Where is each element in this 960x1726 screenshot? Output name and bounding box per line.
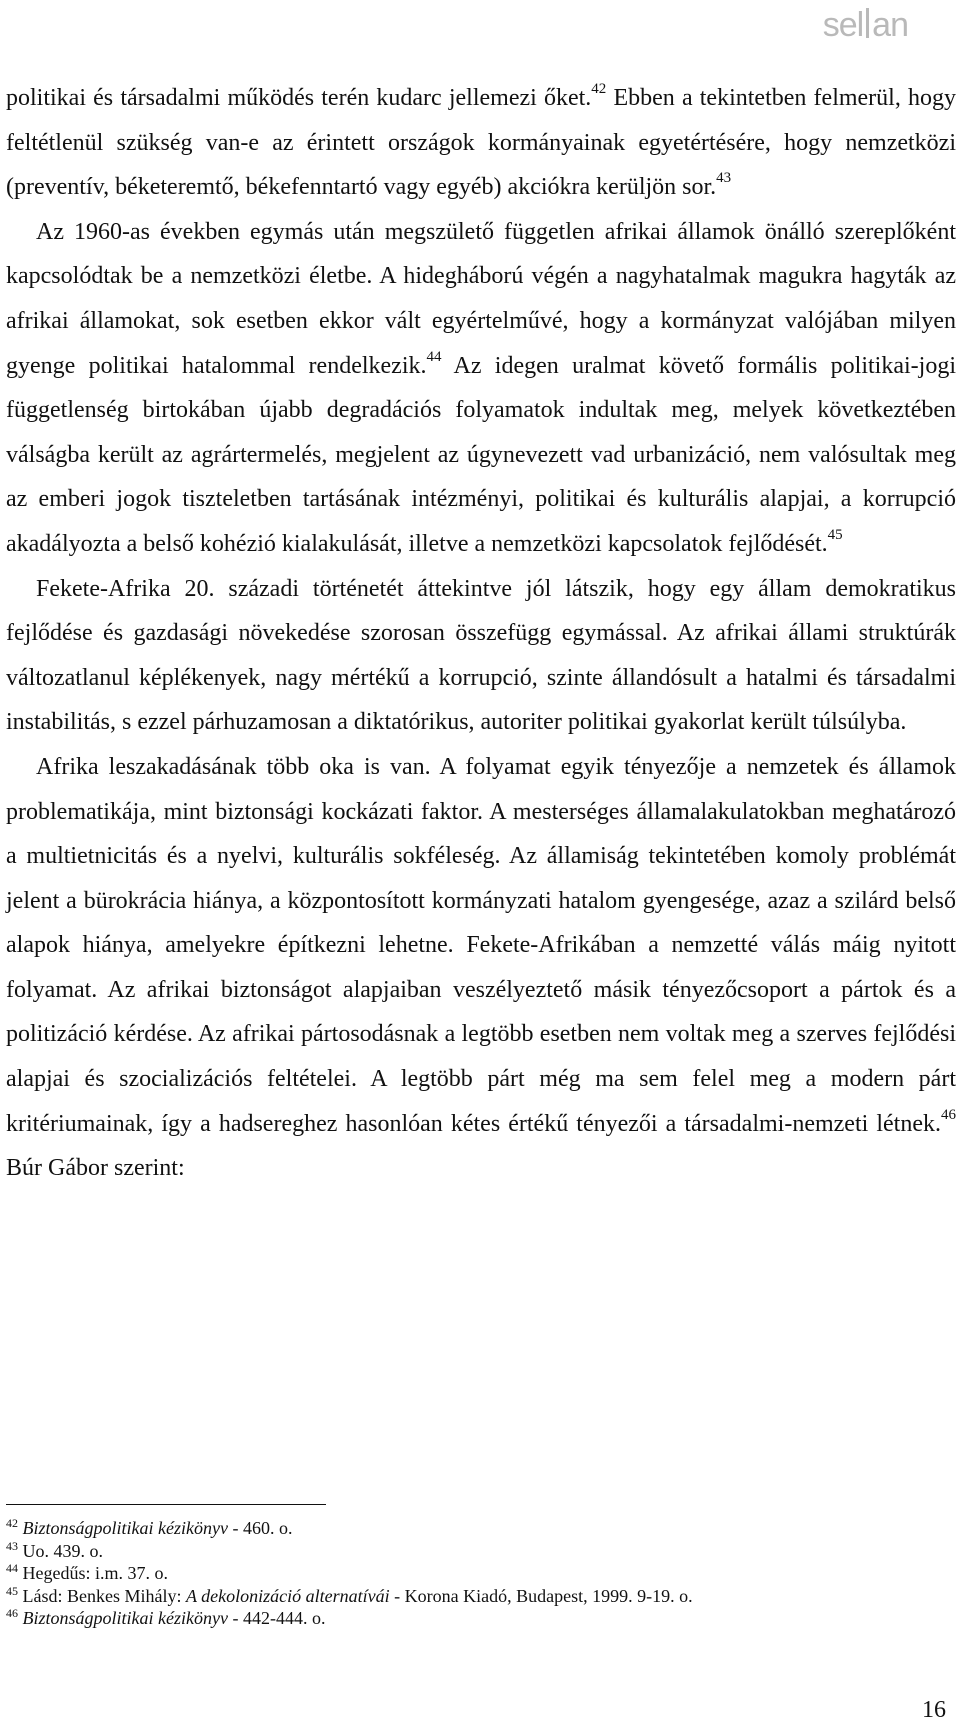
text-run: Uo. 439. o. <box>22 1540 103 1561</box>
publisher-logo <box>823 6 908 45</box>
footnote <box>6 1562 956 1585</box>
text-run: Hegedűs: i.m. 37. o. <box>22 1563 168 1583</box>
body-text <box>6 76 956 1191</box>
footnote-separator <box>6 1504 326 1505</box>
footnote <box>6 1585 956 1608</box>
footnote-ref: 45 <box>827 526 843 543</box>
text-run: Az 1960-as években egymás után megszülető független afrikai államok önálló szereplőként kapcsolódtak be a nemzetközi életbe. A hidegháború végén a nagyhatalmak magukra hagyták az afrikai államokat, sok esetben ekkor vált egyértelművé, hogy a kormányzat valójában milyen gyenge politikai hatalommal rendelkezik. <box>6 218 956 379</box>
footnotes <box>6 1517 956 1630</box>
page-number: 16 <box>922 1697 946 1723</box>
paragraph <box>6 76 956 210</box>
text-run: Afrika leszakadásának több oka is van. A folyamat egyik tényezője a nemzetek és államok problematikája, mint biztonsági kockázati faktor. A mesterséges államalakulatokban meghatározó a multietnicitás és a nyelvi, kulturális sokféleség. Az államiság tekintetében komoly problémát jelent a bürokrácia hiánya, a központosított kormányzati hatalom gyengesége, azaz a szilárd belső alapok hiánya, amelyekre építkezni lehetne. Fekete-Afrikában a nemzetté válás máig nyitott folyamat. Az afrikai biztonságot alapjaiban veszélyeztető másik tényezőcsoport a pártok és a politizáció kérdése. Az afrikai pártosodásnak a legtöbb esetben nem voltak meg a szerves fejlődési alapjai és szocializációs feltételei. A legtöbb párt még ma sem felel meg a modern párt kritériumainak, így a hadsereghez hasonlóan kétes értékű tényezői a társadalmi-nemzeti létnek. <box>6 753 956 1137</box>
footnote-number: 46 <box>6 1606 18 1620</box>
footnote <box>6 1540 956 1563</box>
text-run: politikai és társadalmi működés terén kudarc jellemezi őket. <box>6 85 592 111</box>
text-run: Fekete-Afrika 20. századi történetét áttekintve jól látszik, hogy egy állam demokratikus fejlődése és gazdasági növekedése szorosan összefügg egymással. Az afrikai állami struktúrák változatlanul képlékenyek, nagy mértékű a korrupció, szinte állandósult a hatalmi és társadalmi instabilitás, s ezzel párhuzamosan a diktatórikus, autoriter politikai gyakorlat került túlsúlyba. <box>6 575 956 736</box>
footnote <box>6 1607 956 1630</box>
footnote-ref: 46 <box>941 1106 956 1123</box>
italic-text: Biztonságpolitikai kézikönyv <box>22 1608 228 1628</box>
footnote-ref: 44 <box>426 348 442 365</box>
logo-text-left: sel <box>822 6 864 44</box>
footnote-number: 42 <box>6 1516 18 1530</box>
text-run: Lásd: Benkes Mihály: <box>22 1585 186 1606</box>
footnote-ref: 42 <box>591 81 607 97</box>
italic-text: Biztonságpolitikai kézikönyv <box>22 1518 228 1538</box>
logo-bar <box>866 8 869 38</box>
text-run: Az idegen uralmat követő formális politikai-jogi függetlenség birtokában újabb degradációs folyamatok indultak meg, melyek következtében válságba került az agrártermelés, megjelent az úgynevezett vad urbanizáció, nem valósultak meg az emberi jogok tiszteletben tartásának intézményi, politikai és kulturális alapjai, a korrupció akadályozta a belső kohézió kialakulását, illetve a nemzetközi kapcsolatok fejlődését. <box>6 352 956 557</box>
footnote-number: 44 <box>6 1561 18 1575</box>
footnote-number: 43 <box>6 1538 18 1553</box>
italic-text: A dekolonizáció alternatívái <box>185 1585 390 1606</box>
footnote-number: 45 <box>6 1583 18 1598</box>
text-run: Búr Gábor szerint: <box>6 1155 185 1182</box>
paragraph <box>6 745 956 1191</box>
paragraph <box>6 210 956 567</box>
logo-text-right: an <box>872 6 908 44</box>
text-run: - Korona Kiadó, Budapest, 1999. 9-19. o. <box>389 1585 693 1606</box>
text-run: - 442-444. o. <box>227 1608 326 1628</box>
footnote <box>6 1517 956 1540</box>
text-run: - 460. o. <box>227 1518 293 1538</box>
footnote-ref: 43 <box>716 170 732 187</box>
paragraph <box>6 567 956 745</box>
text-run: Ebben a tekintetben felmerül, hogy feltétlenül szükség van-e az érintett országok kormányainak egyetértésére, hogy nemzetközi (preventív, béketeremtő, békefenntartó vagy egyéb) akciókra kerüljön sor. <box>6 85 957 201</box>
